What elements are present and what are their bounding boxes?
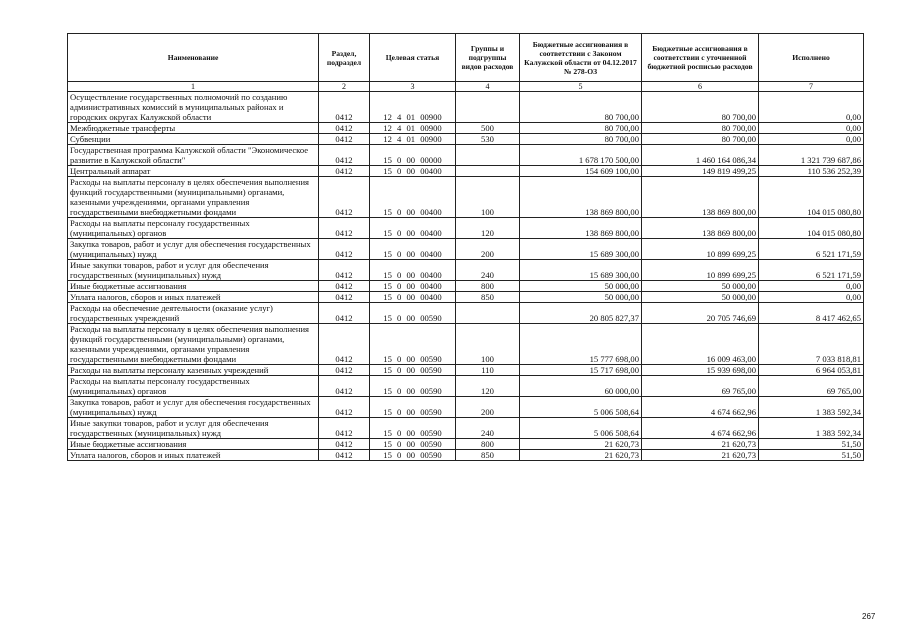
row-budget-revised: 1 460 164 086,34 [642,145,759,166]
column-number: 7 [759,82,864,92]
header-section: Раздел, подраздел [319,34,370,82]
table-row [68,134,864,145]
row-executed: 0,00 [759,134,864,145]
row-budget-revised: 69 765,00 [642,376,759,397]
row-budget-law: 5 006 508,64 [520,397,642,418]
row-group: 240 [456,260,520,281]
row-budget-revised: 80 700,00 [642,92,759,123]
table-row [68,123,864,134]
row-executed: 0,00 [759,292,864,303]
table-row [68,260,864,281]
row-budget-law: 80 700,00 [520,123,642,134]
row-article: 15 0 00 00590 [370,376,456,397]
row-name: Центральный аппарат [68,166,319,177]
row-budget-law: 1 678 170 500,00 [520,145,642,166]
row-executed: 51,50 [759,450,864,461]
row-budget-law: 80 700,00 [520,92,642,123]
row-group: 850 [456,292,520,303]
row-budget-law: 15 689 300,00 [520,260,642,281]
row-name: Межбюджетные трансферты [68,123,319,134]
row-budget-revised: 80 700,00 [642,123,759,134]
row-name: Иные закупки товаров, работ и услуг для обеспечения государственных (муниципальных) нужд [68,418,319,439]
row-budget-law: 154 609 100,00 [520,166,642,177]
table-row [68,365,864,376]
row-article: 15 0 00 00400 [370,260,456,281]
table-row [68,177,864,218]
column-number: 2 [319,82,370,92]
row-section: 0412 [319,303,370,324]
row-executed: 6 521 171,59 [759,239,864,260]
row-article: 15 0 00 00400 [370,281,456,292]
row-group: 200 [456,239,520,260]
row-article: 15 0 00 00590 [370,365,456,376]
row-name: Расходы на выплаты персоналу государственных (муниципальных) органов [68,218,319,239]
table-row [68,218,864,239]
row-executed: 1 383 592,34 [759,418,864,439]
row-group: 120 [456,218,520,239]
row-name: Иные бюджетные ассигнования [68,281,319,292]
row-name: Государственная программа Калужской области "Экономическое развитие в Калужской области" [68,145,319,166]
row-article: 12 4 01 00900 [370,92,456,123]
row-budget-law: 138 869 800,00 [520,177,642,218]
row-article: 15 0 00 00590 [370,439,456,450]
table-row [68,92,864,123]
row-article: 15 0 00 00590 [370,303,456,324]
row-name: Иные бюджетные ассигнования [68,439,319,450]
table-row [68,166,864,177]
row-name: Уплата налогов, сборов и иных платежей [68,450,319,461]
row-group: 110 [456,365,520,376]
row-section: 0412 [319,260,370,281]
row-name: Иные закупки товаров, работ и услуг для обеспечения государственных (муниципальных) нужд [68,260,319,281]
row-budget-law: 5 006 508,64 [520,418,642,439]
header-executed: Исполнено [759,34,864,82]
row-section: 0412 [319,166,370,177]
header-budget-revised: Бюджетные ассигнования в соответствии с уточненной бюджетной росписью расходов [642,34,759,82]
row-section: 0412 [319,418,370,439]
table-row [68,376,864,397]
row-executed: 1 383 592,34 [759,397,864,418]
row-budget-revised: 16 009 463,00 [642,324,759,365]
row-article: 15 0 00 00400 [370,292,456,303]
header-name: Наименование [68,34,319,82]
table-row [68,439,864,450]
row-executed: 0,00 [759,92,864,123]
row-article: 15 0 00 00590 [370,397,456,418]
row-group [456,145,520,166]
row-name: Расходы на обеспечение деятельности (оказание услуг) государственных учреждений [68,303,319,324]
column-number: 4 [456,82,520,92]
row-article: 12 4 01 00900 [370,134,456,145]
row-budget-revised: 21 620,73 [642,450,759,461]
header-groups: Группы и подгруппы видов расходов [456,34,520,82]
row-budget-law: 15 717 698,00 [520,365,642,376]
table-row [68,418,864,439]
row-section: 0412 [319,376,370,397]
row-budget-revised: 21 620,73 [642,439,759,450]
row-executed: 51,50 [759,439,864,450]
row-name: Расходы на выплаты персоналу государственных (муниципальных) органов [68,376,319,397]
row-name: Уплата налогов, сборов и иных платежей [68,292,319,303]
table-row [68,281,864,292]
row-executed: 110 536 252,39 [759,166,864,177]
row-budget-law: 50 000,00 [520,292,642,303]
row-section: 0412 [319,145,370,166]
row-budget-revised: 138 869 800,00 [642,218,759,239]
row-budget-revised: 50 000,00 [642,281,759,292]
row-group: 200 [456,397,520,418]
row-executed: 6 521 171,59 [759,260,864,281]
budget-table [67,33,864,461]
table-row [68,397,864,418]
row-article: 15 0 00 00590 [370,450,456,461]
page-number: 267 [862,612,876,621]
row-group: 100 [456,177,520,218]
table-row [68,145,864,166]
row-name: Расходы на выплаты персоналу в целях обеспечения выполнения функций государственными (муниципальными) органами, казенными учреждениями, органами управления государственными внебюджетными фондами [68,324,319,365]
row-group: 120 [456,376,520,397]
table-row [68,292,864,303]
row-group: 240 [456,418,520,439]
row-name: Расходы на выплаты персоналу в целях обеспечения выполнения функций государственными (муниципальными) органами, казенными учреждениями, органами управления государственными внебюджетными фондами [68,177,319,218]
row-article: 15 0 00 00000 [370,145,456,166]
column-number: 3 [370,82,456,92]
row-budget-revised: 15 939 698,00 [642,365,759,376]
row-budget-revised: 149 819 499,25 [642,166,759,177]
row-executed: 104 015 080,80 [759,218,864,239]
row-group: 800 [456,439,520,450]
header-row [68,34,864,82]
row-budget-law: 20 805 827,37 [520,303,642,324]
row-budget-law: 80 700,00 [520,134,642,145]
row-group [456,303,520,324]
row-section: 0412 [319,292,370,303]
column-number-row [68,82,864,92]
row-budget-revised: 80 700,00 [642,134,759,145]
row-section: 0412 [319,439,370,450]
row-budget-law: 50 000,00 [520,281,642,292]
row-budget-revised: 138 869 800,00 [642,177,759,218]
row-section: 0412 [319,281,370,292]
row-budget-revised: 50 000,00 [642,292,759,303]
row-name: Закупка товаров, работ и услуг для обеспечения государственных (муниципальных) нужд [68,239,319,260]
row-budget-revised: 4 674 662,96 [642,418,759,439]
row-executed: 1 321 739 687,86 [759,145,864,166]
row-budget-law: 21 620,73 [520,439,642,450]
row-budget-revised: 10 899 699,25 [642,260,759,281]
row-executed: 69 765,00 [759,376,864,397]
row-group: 800 [456,281,520,292]
row-article: 15 0 00 00590 [370,418,456,439]
row-group [456,92,520,123]
row-section: 0412 [319,218,370,239]
row-article: 15 0 00 00400 [370,177,456,218]
row-group: 100 [456,324,520,365]
table-row [68,450,864,461]
row-section: 0412 [319,134,370,145]
row-article: 15 0 00 00590 [370,324,456,365]
row-budget-law: 15 689 300,00 [520,239,642,260]
row-executed: 8 417 462,65 [759,303,864,324]
row-budget-law: 60 000,00 [520,376,642,397]
header-budget-law: Бюджетные ассигнования в соответствии с Законом Калужской области от 04.12.2017 № 278-ОЗ [520,34,642,82]
row-executed: 6 964 053,81 [759,365,864,376]
row-name: Закупка товаров, работ и услуг для обеспечения государственных (муниципальных) нужд [68,397,319,418]
row-section: 0412 [319,450,370,461]
row-article: 15 0 00 00400 [370,218,456,239]
row-executed: 0,00 [759,123,864,134]
row-name: Осуществление государственных полномочий по созданию административных комиссий в муниципальных районах и городских округах Калужской области [68,92,319,123]
row-executed: 7 033 818,81 [759,324,864,365]
row-section: 0412 [319,92,370,123]
row-group: 850 [456,450,520,461]
row-section: 0412 [319,239,370,260]
row-budget-revised: 20 705 746,69 [642,303,759,324]
row-name: Субвенции [68,134,319,145]
row-article: 15 0 00 00400 [370,166,456,177]
row-section: 0412 [319,365,370,376]
row-section: 0412 [319,177,370,218]
row-budget-law: 21 620,73 [520,450,642,461]
column-number: 5 [520,82,642,92]
row-budget-law: 15 777 698,00 [520,324,642,365]
table-row [68,303,864,324]
row-group: 500 [456,123,520,134]
row-budget-revised: 10 899 699,25 [642,239,759,260]
column-number: 6 [642,82,759,92]
row-article: 15 0 00 00400 [370,239,456,260]
column-number: 1 [68,82,319,92]
row-budget-law: 138 869 800,00 [520,218,642,239]
row-group: 530 [456,134,520,145]
row-section: 0412 [319,123,370,134]
row-executed: 104 015 080,80 [759,177,864,218]
row-section: 0412 [319,397,370,418]
table-row [68,239,864,260]
row-name: Расходы на выплаты персоналу казенных учреждений [68,365,319,376]
row-budget-revised: 4 674 662,96 [642,397,759,418]
row-group [456,166,520,177]
row-section: 0412 [319,324,370,365]
row-executed: 0,00 [759,281,864,292]
header-article: Целевая статья [370,34,456,82]
row-article: 12 4 01 00900 [370,123,456,134]
table-row [68,324,864,365]
